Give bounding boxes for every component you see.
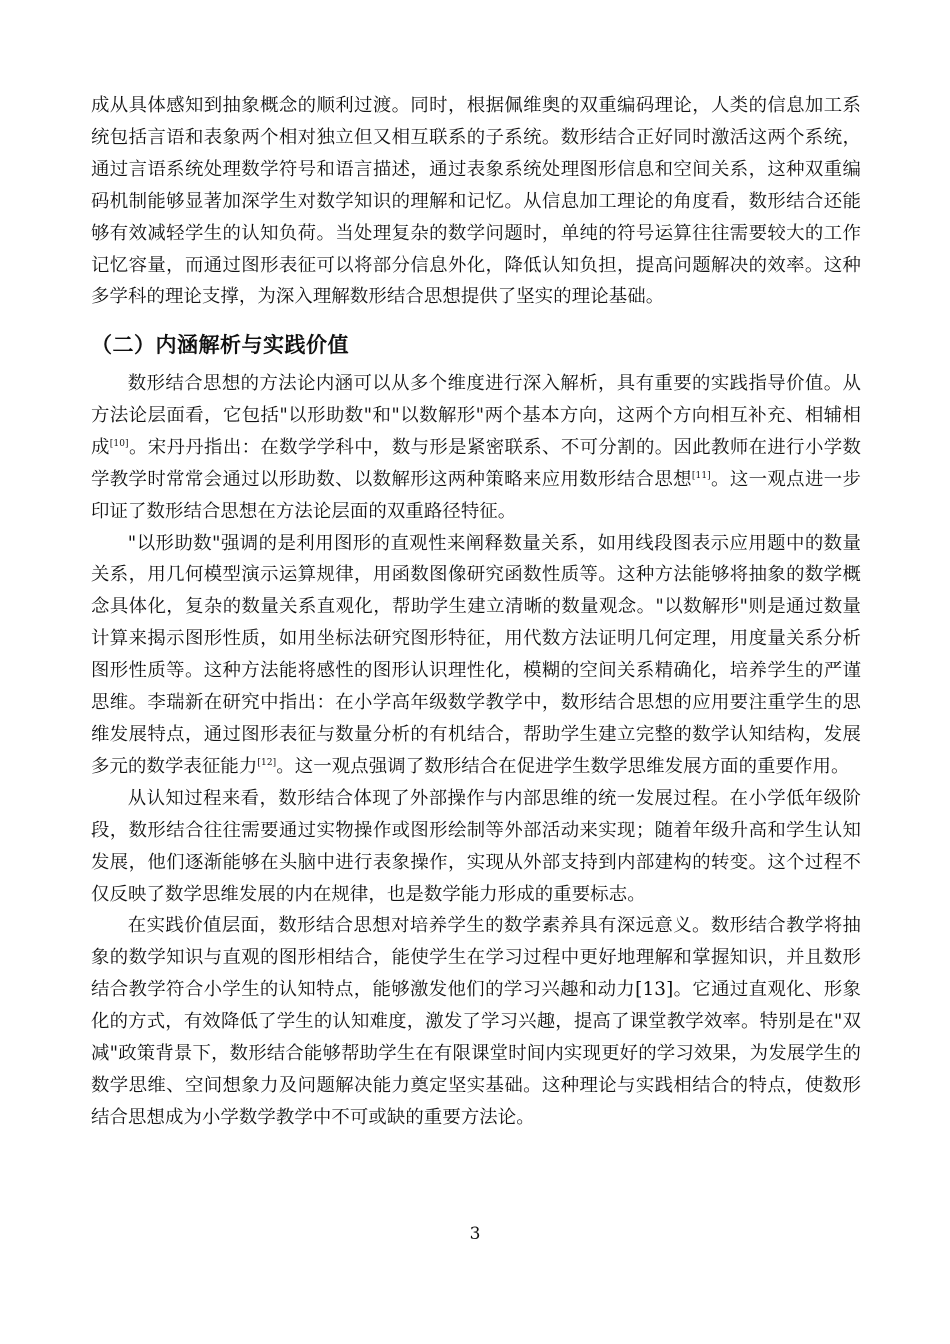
page-number: 3 [469, 1224, 481, 1244]
citation-ref: [11] [691, 470, 711, 481]
body-text-main [91, 368, 861, 1134]
section-heading: （二）内涵解析与实践价值 [91, 333, 349, 357]
citation-ref: [12] [257, 757, 277, 768]
body-text-top [91, 90, 861, 313]
paragraph-cognitive-process: 从认知过程来看，数形结合体现了外部操作与内部思维的统一发展过程。在小学低年级阶段，数形结合往往需要通过实物操作或图形绘制等外部活动来实现；随着年级升高和学生认知发展，他们逐渐能够在头脑中进行表象操作，实现从外部支持到内部建构的转变。这个过程不仅反映了数学思维发展的内在规律，也是数学能力形成的重要标志。 [91, 787, 861, 905]
paragraph-practical-value: 在实践价值层面，数形结合思想对培养学生的数学素养具有深远意义。数形结合教学将抽象的数学知识与直观的图形相结合，能使学生在学习过程中更好地理解和掌握知识，并且数形结合教学符合小学生的认知特点，能够激发他们的学习兴趣和动力[13]。它通过直观化、形象化的方式，有效降低了学生的认知难度，激发了学习兴趣，提高了课堂教学效率。特别是在"双减"政策背景下，数形结合能够帮助学生在有限课堂时间内实现更好的学习效果，为发展学生的数学思维、空间想象力及问题解决能力奠定坚实基础。这种理论与实践相结合的特点，使数形结合思想成为小学数学教学中不可或缺的重要方法论。 [91, 915, 861, 1128]
citation-ref: [10] [109, 438, 129, 449]
paragraph-methodology: 数形结合思想的方法论内涵可以从多个维度进行深入解析，具有重要的实践指导价值。从方法论层面看，它包括"以形助数"和"以数解形"两个基本方向，这两个方向相互补充、相辅相成[10]。宋丹丹指出：在数学学科中，数与形是紧密联系、不可分割的。因此教师在进行小学数学教学时常常会通过以形助数、以数解形这两种策略来应用数形结合思想[11]。这一观点进一步印证了数形结合思想在方法论层面的双重路径特征。 [91, 373, 861, 522]
paragraph-continued: 成从具体感知到抽象概念的顺利过渡。同时，根据佩维奥的双重编码理论，人类的信息加工系统包括言语和表象两个相对独立但又相互联系的子系统。数形结合正好同时激活这两个系统，通过言语系统处理数学符号和语言描述，通过表象系统处理图形信息和空间关系，这种双重编码机制能够显著加深学生对数学知识的理解和记忆。从信息加工理论的角度看，数形结合还能够有效减轻学生的认知负荷。当处理复杂的数学问题时，单纯的符号运算往往需要较大的工作记忆容量，而通过图形表征可以将部分信息外化，降低认知负担，提高问题解决的效率。这种多学科的理论支撑，为深入理解数形结合思想提供了坚实的理论基础。 [91, 95, 861, 308]
paragraph-shape-number: "以形助数"强调的是利用图形的直观性来阐释数量关系，如用线段图表示应用题中的数量关系，用几何模型演示运算规律，用函数图像研究函数性质等。这种方法能够将抽象的数学概念具体化，复杂的数量关系直观化，帮助学生建立清晰的数量观念。"以数解形"则是通过数量计算来揭示图形性质，如用坐标法研究图形特征，用代数方法证明几何定理，用度量关系分析图形性质等。这种方法能将感性的图形认识理性化，模糊的空间关系精确化，培养学生的严谨思维。李瑞新在研究中指出：在小学高年级数学教学中，数形结合思想的应用要注重学生的思维发展特点，通过图形表征与数量分析的有机结合，帮助学生建立完整的数学认知结构，发展多元的数学表征能力[12]。这一观点强调了数形结合在促进学生数学思维发展方面的重要作用。 [91, 532, 861, 777]
